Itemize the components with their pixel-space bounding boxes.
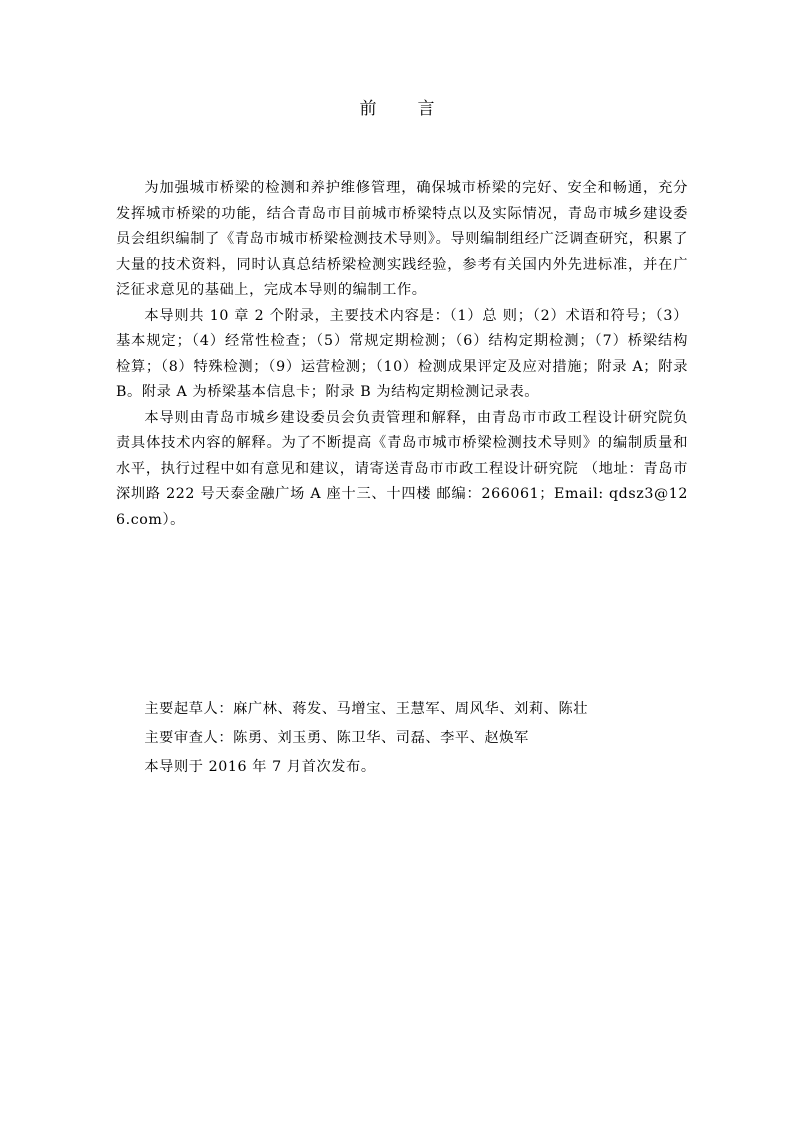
drafters-line: 主要起草人：麻广林、蒋发、马增宝、王慧军、周风华、刘莉、陈壮	[144, 701, 589, 717]
paragraph-contact: 本导则由青岛市城乡建设委员会负责管理和解释，由青岛市市政工程设计研究院负责具体技术内容的解释。为了不断提高《青岛市城市桥梁检测技术导则》的编制质量和水平，执行过程中如有意见和建议，请寄送青岛市市政工程设计研究院 （地址：青岛市深圳路 222 号天泰金融广场 A 座十三、十四楼 邮编：266061；Email: qdsz3@126.com）。	[116, 409, 688, 528]
paragraph-purpose: 为加强城市桥梁的检测和养护维修管理，确保城市桥梁的完好、安全和畅通，充分发挥城市桥梁的功能，结合青岛市目前城市桥梁特点以及实际情况，青岛市城乡建设委员会组织编制了《青岛市城市桥梁检测技术导则》。导则编制组经广泛调查研究，积累了大量的技术资料，同时认真总结桥梁检测实践经验，参考有关国内外先进标准，并在广泛征求意见的基础上，完成本导则的编制工作。	[116, 180, 688, 298]
credits-section	[116, 695, 688, 782]
preface-body	[116, 176, 688, 533]
release-line: 本导则于 2016 年 7 月首次发布。	[144, 759, 376, 775]
page-title: 前 言	[359, 99, 447, 119]
paragraph-contents: 本导则共 10 章 2 个附录，主要技术内容是：（1）总 则；（2）术语和符号；（3）基本规定；（4）经常性检查；（5）常规定期检测；（6）结构定期检测；（7）桥梁结构检算；（8）特殊检测；（9）运营检测；（10）检测成果评定及应对措施；附录 A；附录 B。附录 A 为桥梁基本信息卡；附录 B 为结构定期检测记录表。	[116, 307, 688, 400]
reviewers-line: 主要审查人：陈勇、刘玉勇、陈卫华、司磊、李平、赵焕军	[144, 730, 529, 746]
